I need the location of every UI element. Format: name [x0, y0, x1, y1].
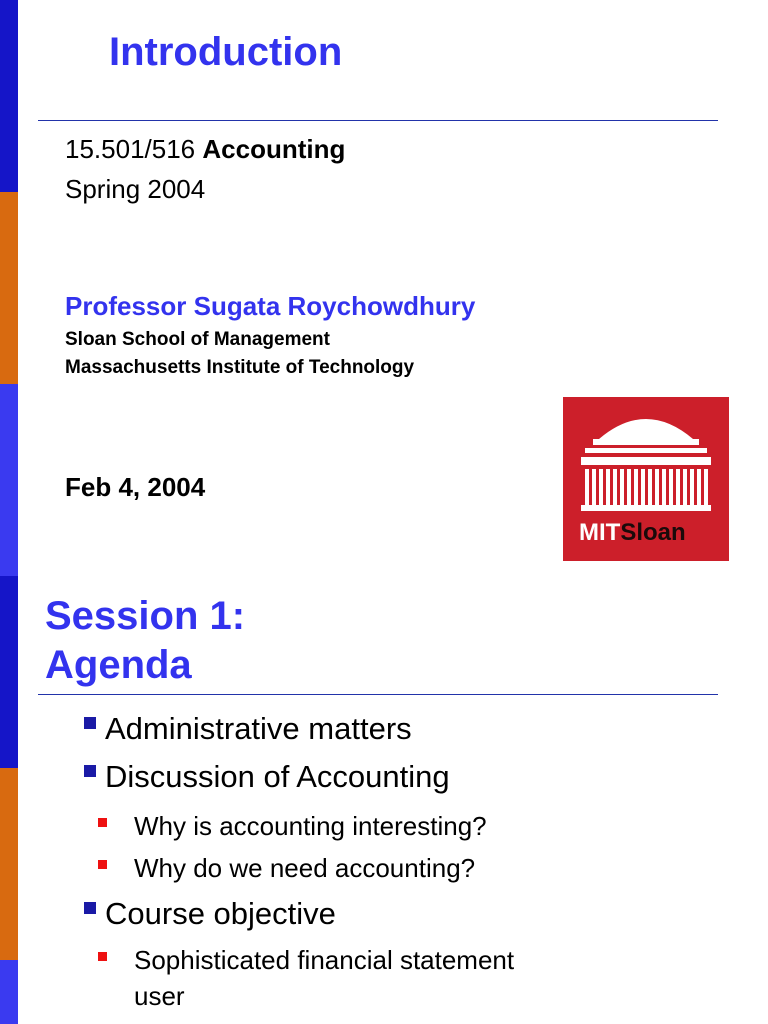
strip-segment-orange — [0, 192, 18, 384]
side-color-strip — [0, 0, 18, 1024]
strip-segment-blue — [0, 576, 18, 768]
square-bullet-icon — [98, 818, 107, 827]
square-bullet-icon — [98, 860, 107, 869]
strip-segment-blue — [0, 384, 18, 576]
course-name: Accounting — [202, 134, 346, 164]
course-term: Spring 2004 — [65, 174, 206, 204]
strip-segment-blue — [0, 0, 18, 192]
logo-wordmark — [579, 519, 686, 547]
agenda-title — [45, 592, 245, 690]
square-bullet-icon — [84, 717, 96, 729]
course-heading — [65, 134, 345, 165]
mit-sloan-logo — [563, 397, 729, 561]
slide-title: Introduction — [109, 30, 343, 74]
professor-name: Professor Sugata Roychowdhury — [65, 291, 476, 321]
logo-text-sloan: Sloan — [620, 519, 686, 546]
agenda-title-line1: Session 1: — [45, 594, 246, 638]
square-bullet-icon — [84, 902, 96, 914]
strip-segment-blue — [0, 960, 18, 1024]
square-bullet-icon — [84, 765, 96, 777]
school-name: Sloan School of Management — [65, 329, 330, 350]
title-divider — [38, 120, 718, 121]
strip-segment-orange — [0, 768, 18, 960]
institute-name: Massachusetts Institute of Technology — [65, 357, 415, 378]
course-number: 15.501/516 — [65, 134, 196, 164]
square-bullet-icon — [98, 952, 107, 961]
lecture-date: Feb 4, 2004 — [65, 472, 206, 502]
logo-text-mit: MIT — [579, 519, 621, 546]
agenda-divider — [38, 694, 718, 695]
agenda-title-line2: Agenda — [45, 643, 192, 687]
